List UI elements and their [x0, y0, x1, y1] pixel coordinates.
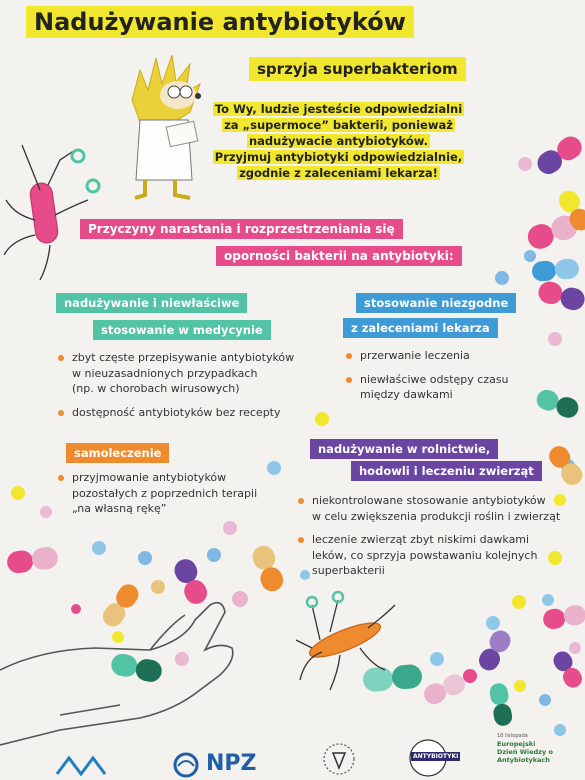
noncompliance-heading-line-1: stosowanie niezgodne: [356, 293, 516, 313]
causes-heading-line-1: Przyczyny narastania i rozprzestrzeniania się: [80, 219, 403, 239]
list-item: niekontrolowane stosowanie antybiotyków w celu zwiększenia produkcji roślin i zwierząt: [298, 493, 568, 524]
institution-logo-icon: [55, 752, 110, 778]
noncompliance-heading-line-2: z zaleceniami lekarza: [343, 318, 498, 338]
antybiotyki-badge-text: ANTYBIOTYKI: [413, 753, 459, 760]
npz-logo-icon: [172, 752, 202, 778]
hedgehog-scientist-illustration: [132, 55, 201, 198]
ministry-seal-icon: [322, 742, 356, 776]
intro-text: [206, 101, 471, 181]
npz-logo-text: NPZ: [206, 751, 257, 776]
eaad-line: Dzień Wiedzy o: [497, 748, 553, 756]
eaad-date: 18 listopada: [497, 733, 528, 739]
intro-line: za „supermoce” bakterii, ponieważ: [224, 118, 453, 132]
selfmed-heading: samoleczenie: [66, 443, 169, 463]
list-item: niewłaściwe odstępy czasu między dawkami: [346, 372, 546, 403]
eaad-logo: [497, 732, 567, 764]
list-item: leczenie zwierząt zbyt niskimi dawkami leków, co sprzyja powstawaniu kolejnych superbakterii: [298, 532, 568, 579]
eaad-line: Antybiotykach: [497, 756, 550, 764]
agriculture-heading-line-2: hodowli i leczeniu zwierząt: [351, 461, 542, 481]
selfmed-list: [58, 470, 298, 525]
list-item: przerwanie leczenia: [346, 348, 546, 364]
intro-line: nadużywacie antybiotyków.: [248, 134, 428, 148]
agriculture-heading-line-1: nadużywanie w rolnictwie,: [310, 439, 498, 459]
causes-heading-line-2: oporności bakterii na antybiotyki:: [216, 246, 462, 266]
poster-subtitle: sprzyja superbakteriom: [249, 57, 466, 81]
intro-line: Przyjmuj antybiotyki odpowiedzialnie,: [214, 150, 463, 164]
list-item: zbyt częste przepisywanie antybiotyków w nieuzasadnionych przypadkach (np. w chorobach wirusowych): [58, 350, 328, 397]
eaad-line: Europejski: [497, 740, 536, 748]
medicine-heading-line-1: nadużywanie i niewłaściwe: [56, 293, 247, 313]
list-item: przyjmowanie antybiotyków pozostałych z poprzednich terapii „na własną rękę”: [58, 470, 298, 517]
noncompliance-list: [346, 348, 546, 411]
list-item: dostępność antybiotyków bez recepty: [58, 405, 328, 421]
bacteria-icon: [4, 145, 99, 280]
poster-title: Nadużywanie antybiotyków: [26, 6, 414, 38]
intro-line: To Wy, ludzie jesteście odpowiedzialni: [214, 102, 463, 116]
intro-line: zgodnie z zaleceniami lekarza!: [239, 166, 438, 180]
medicine-heading-line-2: stosowanie w medycynie: [93, 320, 271, 340]
agriculture-list: [298, 493, 568, 587]
medicine-list: [58, 350, 328, 428]
